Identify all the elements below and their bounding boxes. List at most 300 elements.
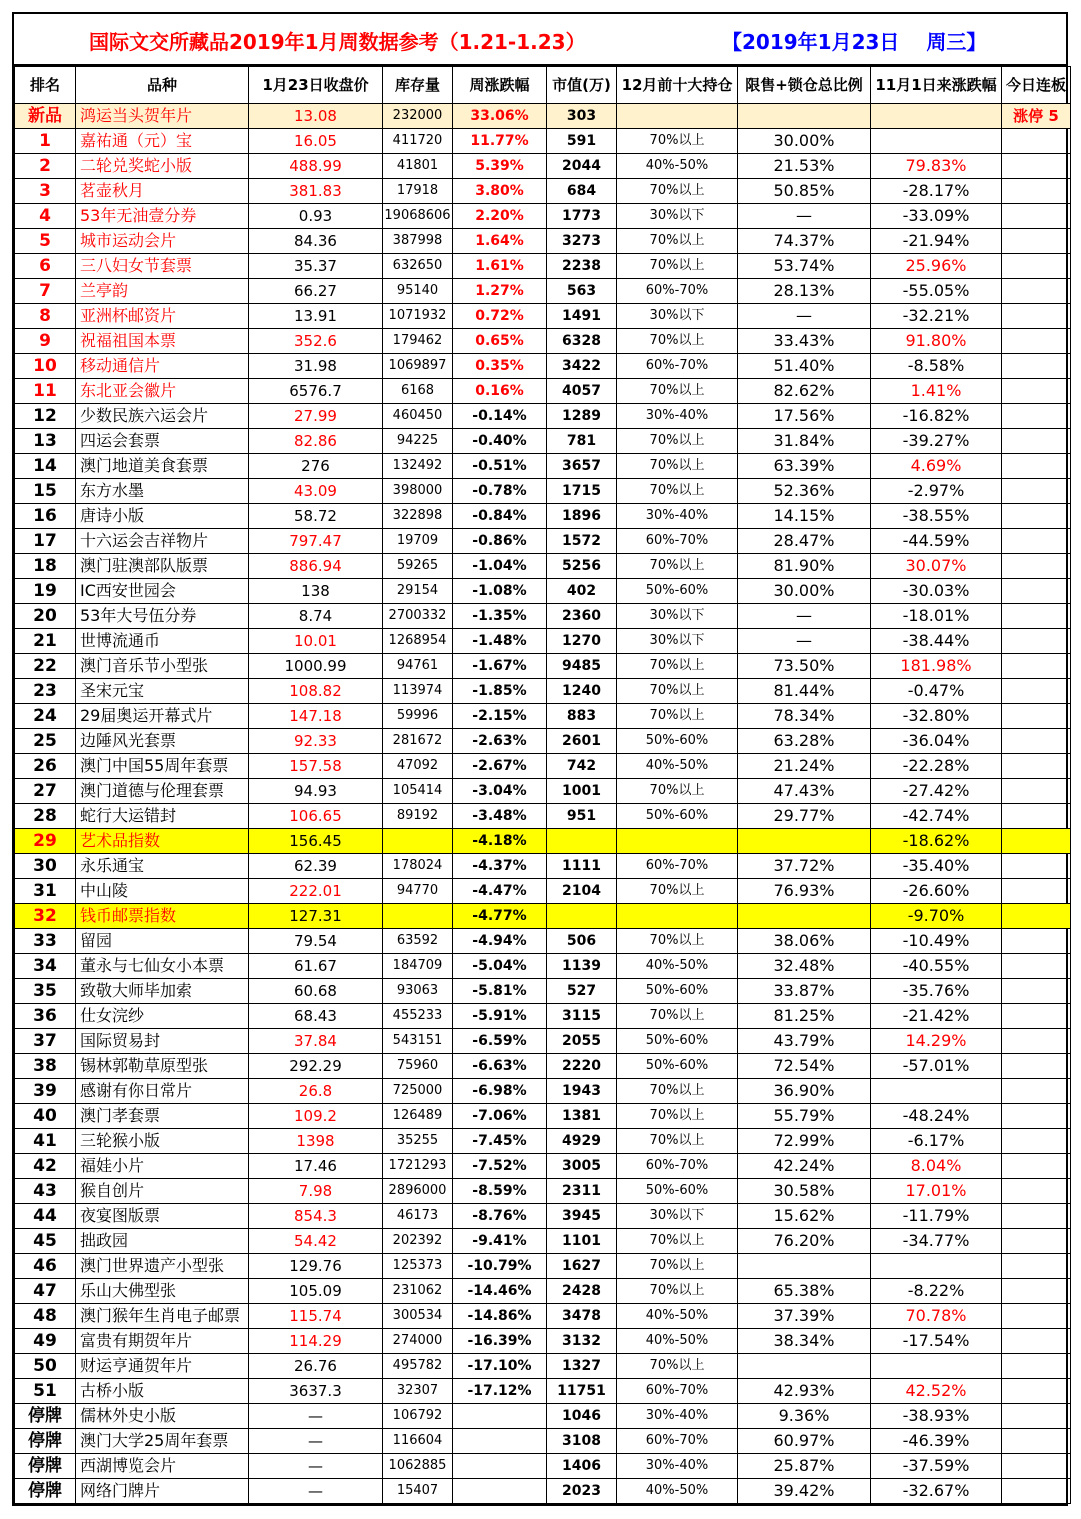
cell-weekly-change[interactable] <box>453 1404 547 1429</box>
cell-rank[interactable]: 26 <box>15 754 76 779</box>
cell-stock[interactable]: 178024 <box>383 854 453 879</box>
cell-close-price[interactable]: 105.09 <box>249 1279 383 1304</box>
cell-stock[interactable]: 116604 <box>383 1429 453 1454</box>
cell-rank[interactable]: 36 <box>15 1004 76 1029</box>
cell-weekly-change[interactable]: -1.48% <box>453 629 547 654</box>
cell-top10-holding[interactable]: 70%以上 <box>617 1129 738 1154</box>
cell-market-cap[interactable]: 1715 <box>547 479 617 504</box>
cell-rank[interactable]: 12 <box>15 404 76 429</box>
cell-limit-up[interactable] <box>1002 1429 1071 1454</box>
cell-limit-up[interactable] <box>1002 1404 1071 1429</box>
cell-lock-ratio[interactable]: — <box>738 629 871 654</box>
cell-lock-ratio[interactable]: — <box>738 304 871 329</box>
cell-name[interactable]: 澳门音乐节小型张 <box>76 654 249 679</box>
cell-market-cap[interactable]: 2238 <box>547 254 617 279</box>
cell-market-cap[interactable]: 11751 <box>547 1379 617 1404</box>
cell-rank[interactable]: 44 <box>15 1204 76 1229</box>
cell-market-cap[interactable]: 1001 <box>547 779 617 804</box>
cell-limit-up[interactable] <box>1002 129 1071 154</box>
cell-rank[interactable]: 7 <box>15 279 76 304</box>
cell-weekly-change[interactable]: 0.72% <box>453 304 547 329</box>
cell-top10-holding[interactable]: 50%-60% <box>617 729 738 754</box>
cell-weekly-change[interactable]: -6.63% <box>453 1054 547 1079</box>
cell-lock-ratio[interactable] <box>738 1254 871 1279</box>
table-row[interactable] <box>15 254 1071 279</box>
cell-limit-up[interactable] <box>1002 679 1071 704</box>
table-row[interactable] <box>15 704 1071 729</box>
cell-market-cap[interactable]: 1240 <box>547 679 617 704</box>
cell-market-cap[interactable]: 5256 <box>547 554 617 579</box>
table-row[interactable] <box>15 354 1071 379</box>
cell-since-nov1[interactable]: -6.17% <box>871 1129 1002 1154</box>
cell-name[interactable]: 边陲风光套票 <box>76 729 249 754</box>
table-row[interactable] <box>15 929 1071 954</box>
cell-name[interactable]: 蛇行大运错封 <box>76 804 249 829</box>
cell-name[interactable]: 董永与七仙女小本票 <box>76 954 249 979</box>
cell-lock-ratio[interactable]: 9.36% <box>738 1404 871 1429</box>
cell-rank[interactable]: 新品 <box>15 104 76 129</box>
cell-top10-holding[interactable] <box>617 904 738 929</box>
cell-lock-ratio[interactable]: 17.56% <box>738 404 871 429</box>
cell-market-cap[interactable]: 1627 <box>547 1254 617 1279</box>
cell-limit-up[interactable] <box>1002 1029 1071 1054</box>
cell-name[interactable]: 嘉祐通（元）宝 <box>76 129 249 154</box>
cell-weekly-change[interactable]: -0.78% <box>453 479 547 504</box>
cell-market-cap[interactable]: 402 <box>547 579 617 604</box>
cell-close-price[interactable]: 26.76 <box>249 1354 383 1379</box>
cell-top10-holding[interactable]: 40%-50% <box>617 954 738 979</box>
cell-name[interactable]: 乐山大佛型张 <box>76 1279 249 1304</box>
cell-close-price[interactable]: 3637.3 <box>249 1379 383 1404</box>
cell-since-nov1[interactable]: -16.82% <box>871 404 1002 429</box>
table-row[interactable] <box>15 954 1071 979</box>
cell-limit-up[interactable] <box>1002 329 1071 354</box>
cell-weekly-change[interactable]: -6.59% <box>453 1029 547 1054</box>
cell-close-price[interactable]: 10.01 <box>249 629 383 654</box>
cell-lock-ratio[interactable]: 21.24% <box>738 754 871 779</box>
cell-lock-ratio[interactable]: 51.40% <box>738 354 871 379</box>
cell-close-price[interactable]: — <box>249 1429 383 1454</box>
table-row[interactable] <box>15 979 1071 1004</box>
cell-rank[interactable]: 3 <box>15 179 76 204</box>
table-row[interactable] <box>15 1004 1071 1029</box>
cell-stock[interactable]: 59996 <box>383 704 453 729</box>
cell-market-cap[interactable]: 3422 <box>547 354 617 379</box>
cell-since-nov1[interactable]: -0.47% <box>871 679 1002 704</box>
cell-rank[interactable]: 13 <box>15 429 76 454</box>
cell-rank[interactable]: 41 <box>15 1129 76 1154</box>
cell-stock[interactable]: 106792 <box>383 1404 453 1429</box>
cell-top10-holding[interactable]: 50%-60% <box>617 1029 738 1054</box>
cell-since-nov1[interactable]: -28.17% <box>871 179 1002 204</box>
cell-market-cap[interactable]: 2360 <box>547 604 617 629</box>
cell-market-cap[interactable]: 3478 <box>547 1304 617 1329</box>
cell-name[interactable]: 53年无油壹分券 <box>76 204 249 229</box>
cell-rank[interactable]: 停牌 <box>15 1429 76 1454</box>
cell-close-price[interactable]: 82.86 <box>249 429 383 454</box>
cell-limit-up[interactable] <box>1002 1004 1071 1029</box>
cell-lock-ratio[interactable]: 53.74% <box>738 254 871 279</box>
cell-name[interactable]: 富贵有期贺年片 <box>76 1329 249 1354</box>
cell-stock[interactable]: 274000 <box>383 1329 453 1354</box>
cell-rank[interactable]: 23 <box>15 679 76 704</box>
cell-market-cap[interactable]: 781 <box>547 429 617 454</box>
cell-market-cap[interactable]: 742 <box>547 754 617 779</box>
cell-stock[interactable]: 19709 <box>383 529 453 554</box>
cell-name[interactable]: 二轮兑奖蛇小版 <box>76 154 249 179</box>
cell-since-nov1[interactable]: 70.78% <box>871 1304 1002 1329</box>
cell-weekly-change[interactable]: 0.16% <box>453 379 547 404</box>
cell-stock[interactable]: 125373 <box>383 1254 453 1279</box>
cell-name[interactable]: 网络门牌片 <box>76 1479 249 1504</box>
cell-lock-ratio[interactable]: 32.48% <box>738 954 871 979</box>
cell-lock-ratio[interactable]: 55.79% <box>738 1104 871 1129</box>
cell-stock[interactable]: 184709 <box>383 954 453 979</box>
cell-weekly-change[interactable]: -4.47% <box>453 879 547 904</box>
col-header-weekly-change[interactable]: 周涨跌幅 <box>453 67 547 104</box>
cell-close-price[interactable]: 35.37 <box>249 254 383 279</box>
table-row[interactable] <box>15 654 1071 679</box>
col-header-close-price[interactable]: 1月23日收盘价 <box>249 67 383 104</box>
cell-market-cap[interactable]: 1139 <box>547 954 617 979</box>
col-header-lock-ratio[interactable]: 限售+锁仓总比例 <box>738 67 871 104</box>
cell-lock-ratio[interactable]: 72.99% <box>738 1129 871 1154</box>
cell-stock[interactable]: 322898 <box>383 504 453 529</box>
cell-close-price[interactable]: 1000.99 <box>249 654 383 679</box>
cell-limit-up[interactable] <box>1002 504 1071 529</box>
cell-name[interactable]: 世博流通币 <box>76 629 249 654</box>
cell-weekly-change[interactable]: -17.10% <box>453 1354 547 1379</box>
cell-weekly-change[interactable]: -1.67% <box>453 654 547 679</box>
cell-lock-ratio[interactable]: — <box>738 204 871 229</box>
cell-since-nov1[interactable]: -22.28% <box>871 754 1002 779</box>
cell-name[interactable]: 艺术品指数 <box>76 829 249 854</box>
cell-stock[interactable]: 19068606 <box>383 204 453 229</box>
table-row[interactable] <box>15 829 1071 854</box>
cell-weekly-change[interactable]: -4.94% <box>453 929 547 954</box>
cell-stock[interactable]: 411720 <box>383 129 453 154</box>
cell-limit-up[interactable] <box>1002 204 1071 229</box>
table-row[interactable] <box>15 404 1071 429</box>
cell-weekly-change[interactable] <box>453 1454 547 1479</box>
cell-rank[interactable]: 50 <box>15 1354 76 1379</box>
cell-market-cap[interactable]: 9485 <box>547 654 617 679</box>
cell-market-cap[interactable]: 1111 <box>547 854 617 879</box>
cell-weekly-change[interactable]: -14.46% <box>453 1279 547 1304</box>
cell-top10-holding[interactable]: 70%以上 <box>617 679 738 704</box>
cell-lock-ratio[interactable]: 65.38% <box>738 1279 871 1304</box>
cell-name[interactable]: 致敬大师毕加索 <box>76 979 249 1004</box>
table-row[interactable] <box>15 1254 1071 1279</box>
cell-since-nov1[interactable]: -27.42% <box>871 779 1002 804</box>
cell-stock[interactable]: 94761 <box>383 654 453 679</box>
cell-rank[interactable]: 38 <box>15 1054 76 1079</box>
cell-rank[interactable]: 43 <box>15 1179 76 1204</box>
cell-market-cap[interactable]: 527 <box>547 979 617 1004</box>
table-row[interactable] <box>15 479 1071 504</box>
cell-name[interactable]: 兰亭韵 <box>76 279 249 304</box>
cell-since-nov1[interactable]: -42.74% <box>871 804 1002 829</box>
cell-name[interactable]: 猴自创片 <box>76 1179 249 1204</box>
cell-lock-ratio[interactable]: 33.87% <box>738 979 871 1004</box>
cell-weekly-change[interactable]: -5.81% <box>453 979 547 1004</box>
cell-limit-up[interactable] <box>1002 404 1071 429</box>
cell-rank[interactable]: 25 <box>15 729 76 754</box>
cell-lock-ratio[interactable]: 39.42% <box>738 1479 871 1504</box>
cell-market-cap[interactable]: 6328 <box>547 329 617 354</box>
cell-lock-ratio[interactable]: 14.15% <box>738 504 871 529</box>
cell-close-price[interactable]: 61.67 <box>249 954 383 979</box>
cell-weekly-change[interactable]: 33.06% <box>453 104 547 129</box>
col-header-since-nov1[interactable]: 11月1日来涨跌幅 <box>871 67 1002 104</box>
cell-close-price[interactable]: 6576.7 <box>249 379 383 404</box>
cell-limit-up[interactable] <box>1002 1454 1071 1479</box>
cell-name[interactable]: 财运亨通贺年片 <box>76 1354 249 1379</box>
cell-stock[interactable]: 46173 <box>383 1204 453 1229</box>
cell-close-price[interactable]: 37.84 <box>249 1029 383 1054</box>
table-row[interactable] <box>15 379 1071 404</box>
cell-close-price[interactable]: 886.94 <box>249 554 383 579</box>
cell-rank[interactable]: 37 <box>15 1029 76 1054</box>
cell-top10-holding[interactable]: 70%以上 <box>617 429 738 454</box>
cell-close-price[interactable]: 54.42 <box>249 1229 383 1254</box>
cell-lock-ratio[interactable]: 38.34% <box>738 1329 871 1354</box>
cell-close-price[interactable]: 0.93 <box>249 204 383 229</box>
cell-rank[interactable]: 46 <box>15 1254 76 1279</box>
cell-close-price[interactable]: 156.45 <box>249 829 383 854</box>
cell-market-cap[interactable]: 2601 <box>547 729 617 754</box>
cell-close-price[interactable]: 115.74 <box>249 1304 383 1329</box>
cell-close-price[interactable]: 106.65 <box>249 804 383 829</box>
cell-market-cap[interactable]: 1381 <box>547 1104 617 1129</box>
table-row[interactable] <box>15 679 1071 704</box>
cell-weekly-change[interactable]: -4.18% <box>453 829 547 854</box>
cell-close-price[interactable]: 222.01 <box>249 879 383 904</box>
table-row[interactable] <box>15 904 1071 929</box>
cell-stock[interactable]: 460450 <box>383 404 453 429</box>
cell-rank[interactable]: 16 <box>15 504 76 529</box>
cell-limit-up[interactable] <box>1002 429 1071 454</box>
cell-lock-ratio[interactable]: 76.93% <box>738 879 871 904</box>
cell-since-nov1[interactable]: -9.70% <box>871 904 1002 929</box>
cell-top10-holding[interactable]: 40%-50% <box>617 1329 738 1354</box>
cell-lock-ratio[interactable]: 31.84% <box>738 429 871 454</box>
cell-since-nov1[interactable]: -30.03% <box>871 579 1002 604</box>
cell-name[interactable]: 鸿运当头贺年片 <box>76 104 249 129</box>
cell-stock[interactable]: 300534 <box>383 1304 453 1329</box>
table-row[interactable] <box>15 504 1071 529</box>
cell-limit-up[interactable] <box>1002 1279 1071 1304</box>
cell-market-cap[interactable]: 1406 <box>547 1454 617 1479</box>
cell-market-cap[interactable]: 684 <box>547 179 617 204</box>
cell-name[interactable]: 国际贸易封 <box>76 1029 249 1054</box>
cell-name[interactable]: 钱币邮票指数 <box>76 904 249 929</box>
cell-top10-holding[interactable]: 60%-70% <box>617 529 738 554</box>
cell-name[interactable]: 祝福祖国本票 <box>76 329 249 354</box>
cell-limit-up[interactable] <box>1002 1129 1071 1154</box>
cell-rank[interactable]: 48 <box>15 1304 76 1329</box>
cell-lock-ratio[interactable]: 30.00% <box>738 579 871 604</box>
cell-since-nov1[interactable]: -46.39% <box>871 1429 1002 1454</box>
cell-close-price[interactable]: 292.29 <box>249 1054 383 1079</box>
cell-weekly-change[interactable]: 1.61% <box>453 254 547 279</box>
table-row[interactable] <box>15 229 1071 254</box>
cell-weekly-change[interactable]: -7.52% <box>453 1154 547 1179</box>
cell-since-nov1[interactable]: -2.97% <box>871 479 1002 504</box>
cell-limit-up[interactable] <box>1002 954 1071 979</box>
cell-weekly-change[interactable]: -2.63% <box>453 729 547 754</box>
cell-top10-holding[interactable]: 30%以下 <box>617 304 738 329</box>
cell-market-cap[interactable]: 3115 <box>547 1004 617 1029</box>
cell-weekly-change[interactable]: -5.04% <box>453 954 547 979</box>
cell-stock[interactable]: 455233 <box>383 1004 453 1029</box>
cell-rank[interactable]: 27 <box>15 779 76 804</box>
cell-weekly-change[interactable]: -8.76% <box>453 1204 547 1229</box>
cell-market-cap[interactable]: 2220 <box>547 1054 617 1079</box>
cell-limit-up[interactable] <box>1002 379 1071 404</box>
cell-lock-ratio[interactable]: 81.44% <box>738 679 871 704</box>
cell-weekly-change[interactable]: -7.06% <box>453 1104 547 1129</box>
cell-close-price[interactable]: 31.98 <box>249 354 383 379</box>
cell-market-cap[interactable]: 883 <box>547 704 617 729</box>
cell-close-price[interactable]: 147.18 <box>249 704 383 729</box>
cell-weekly-change[interactable]: -9.41% <box>453 1229 547 1254</box>
cell-since-nov1[interactable]: -34.77% <box>871 1229 1002 1254</box>
cell-since-nov1[interactable]: 181.98% <box>871 654 1002 679</box>
cell-stock[interactable]: 47092 <box>383 754 453 779</box>
cell-lock-ratio[interactable]: 76.20% <box>738 1229 871 1254</box>
cell-since-nov1[interactable]: 17.01% <box>871 1179 1002 1204</box>
cell-limit-up[interactable] <box>1002 729 1071 754</box>
cell-weekly-change[interactable]: 3.80% <box>453 179 547 204</box>
cell-rank[interactable]: 22 <box>15 654 76 679</box>
cell-weekly-change[interactable]: 1.64% <box>453 229 547 254</box>
table-row[interactable] <box>15 1029 1071 1054</box>
cell-close-price[interactable]: 79.54 <box>249 929 383 954</box>
cell-stock[interactable]: 1062885 <box>383 1454 453 1479</box>
cell-lock-ratio[interactable]: 78.34% <box>738 704 871 729</box>
cell-top10-holding[interactable]: 60%-70% <box>617 1379 738 1404</box>
cell-market-cap[interactable]: 1270 <box>547 629 617 654</box>
cell-limit-up[interactable] <box>1002 604 1071 629</box>
cell-weekly-change[interactable] <box>453 1479 547 1504</box>
cell-stock[interactable]: 232000 <box>383 104 453 129</box>
cell-rank[interactable]: 40 <box>15 1104 76 1129</box>
cell-rank[interactable]: 17 <box>15 529 76 554</box>
cell-name[interactable]: 唐诗小版 <box>76 504 249 529</box>
cell-top10-holding[interactable]: 30%以下 <box>617 604 738 629</box>
cell-rank[interactable]: 28 <box>15 804 76 829</box>
cell-stock[interactable]: 93063 <box>383 979 453 1004</box>
cell-name[interactable]: 少数民族六运会片 <box>76 404 249 429</box>
cell-name[interactable]: 澳门大学25周年套票 <box>76 1429 249 1454</box>
cell-since-nov1[interactable]: -37.59% <box>871 1454 1002 1479</box>
cell-weekly-change[interactable]: -10.79% <box>453 1254 547 1279</box>
cell-lock-ratio[interactable] <box>738 1354 871 1379</box>
cell-limit-up[interactable] <box>1002 1254 1071 1279</box>
cell-since-nov1[interactable]: -21.94% <box>871 229 1002 254</box>
table-row[interactable] <box>15 329 1071 354</box>
cell-weekly-change[interactable]: -0.14% <box>453 404 547 429</box>
cell-top10-holding[interactable]: 60%-70% <box>617 854 738 879</box>
cell-name[interactable]: 澳门地道美食套票 <box>76 454 249 479</box>
cell-lock-ratio[interactable]: 63.39% <box>738 454 871 479</box>
cell-name[interactable]: 亚洲杯邮资片 <box>76 304 249 329</box>
cell-market-cap[interactable]: 1572 <box>547 529 617 554</box>
cell-lock-ratio[interactable]: 73.50% <box>738 654 871 679</box>
cell-weekly-change[interactable]: 1.27% <box>453 279 547 304</box>
cell-lock-ratio[interactable]: 28.47% <box>738 529 871 554</box>
cell-top10-holding[interactable]: 40%-50% <box>617 1304 738 1329</box>
cell-close-price[interactable]: 8.74 <box>249 604 383 629</box>
cell-market-cap[interactable] <box>547 829 617 854</box>
cell-stock[interactable]: 1069897 <box>383 354 453 379</box>
cell-top10-holding[interactable]: 50%-60% <box>617 1179 738 1204</box>
cell-close-price[interactable]: 62.39 <box>249 854 383 879</box>
cell-lock-ratio[interactable]: 81.90% <box>738 554 871 579</box>
cell-weekly-change[interactable]: -3.48% <box>453 804 547 829</box>
cell-top10-holding[interactable]: 70%以上 <box>617 779 738 804</box>
cell-close-price[interactable]: 66.27 <box>249 279 383 304</box>
cell-since-nov1[interactable]: -36.04% <box>871 729 1002 754</box>
col-header-limit-up[interactable]: 今日连板 <box>1002 67 1071 104</box>
cell-stock[interactable]: 75960 <box>383 1054 453 1079</box>
cell-limit-up[interactable] <box>1002 154 1071 179</box>
cell-close-price[interactable]: 13.91 <box>249 304 383 329</box>
cell-top10-holding[interactable]: 70%以上 <box>617 929 738 954</box>
cell-since-nov1[interactable]: 4.69% <box>871 454 1002 479</box>
cell-stock[interactable]: 89192 <box>383 804 453 829</box>
cell-lock-ratio[interactable]: 43.79% <box>738 1029 871 1054</box>
table-row[interactable] <box>15 154 1071 179</box>
table-row[interactable] <box>15 629 1071 654</box>
cell-limit-up[interactable] <box>1002 704 1071 729</box>
cell-name[interactable]: 澳门猴年生肖电子邮票 <box>76 1304 249 1329</box>
cell-since-nov1[interactable] <box>871 1079 1002 1104</box>
cell-stock[interactable]: 1268954 <box>383 629 453 654</box>
cell-limit-up[interactable] <box>1002 1154 1071 1179</box>
cell-limit-up[interactable] <box>1002 529 1071 554</box>
cell-stock[interactable]: 632650 <box>383 254 453 279</box>
cell-market-cap[interactable]: 1896 <box>547 504 617 529</box>
table-row[interactable] <box>15 1204 1071 1229</box>
cell-rank[interactable]: 33 <box>15 929 76 954</box>
cell-close-price[interactable]: 43.09 <box>249 479 383 504</box>
cell-name[interactable]: 澳门孝套票 <box>76 1104 249 1129</box>
cell-top10-holding[interactable]: 50%-60% <box>617 1054 738 1079</box>
cell-name[interactable]: 西湖博览会片 <box>76 1454 249 1479</box>
cell-close-price[interactable]: 26.8 <box>249 1079 383 1104</box>
cell-weekly-change[interactable] <box>453 1429 547 1454</box>
col-header-rank[interactable]: 排名 <box>15 67 76 104</box>
cell-stock[interactable]: 281672 <box>383 729 453 754</box>
cell-top10-holding[interactable]: 60%-70% <box>617 279 738 304</box>
cell-limit-up[interactable] <box>1002 554 1071 579</box>
table-row[interactable] <box>15 1354 1071 1379</box>
cell-market-cap[interactable]: 1101 <box>547 1229 617 1254</box>
cell-since-nov1[interactable]: -33.09% <box>871 204 1002 229</box>
cell-top10-holding[interactable]: 40%-50% <box>617 154 738 179</box>
cell-market-cap[interactable]: 3005 <box>547 1154 617 1179</box>
cell-rank[interactable]: 30 <box>15 854 76 879</box>
cell-top10-holding[interactable]: 40%-50% <box>617 1479 738 1504</box>
cell-limit-up[interactable] <box>1002 279 1071 304</box>
cell-name[interactable]: 澳门道德与伦理套票 <box>76 779 249 804</box>
cell-lock-ratio[interactable]: 15.62% <box>738 1204 871 1229</box>
cell-lock-ratio[interactable]: 33.43% <box>738 329 871 354</box>
cell-market-cap[interactable]: 3273 <box>547 229 617 254</box>
cell-rank[interactable]: 10 <box>15 354 76 379</box>
